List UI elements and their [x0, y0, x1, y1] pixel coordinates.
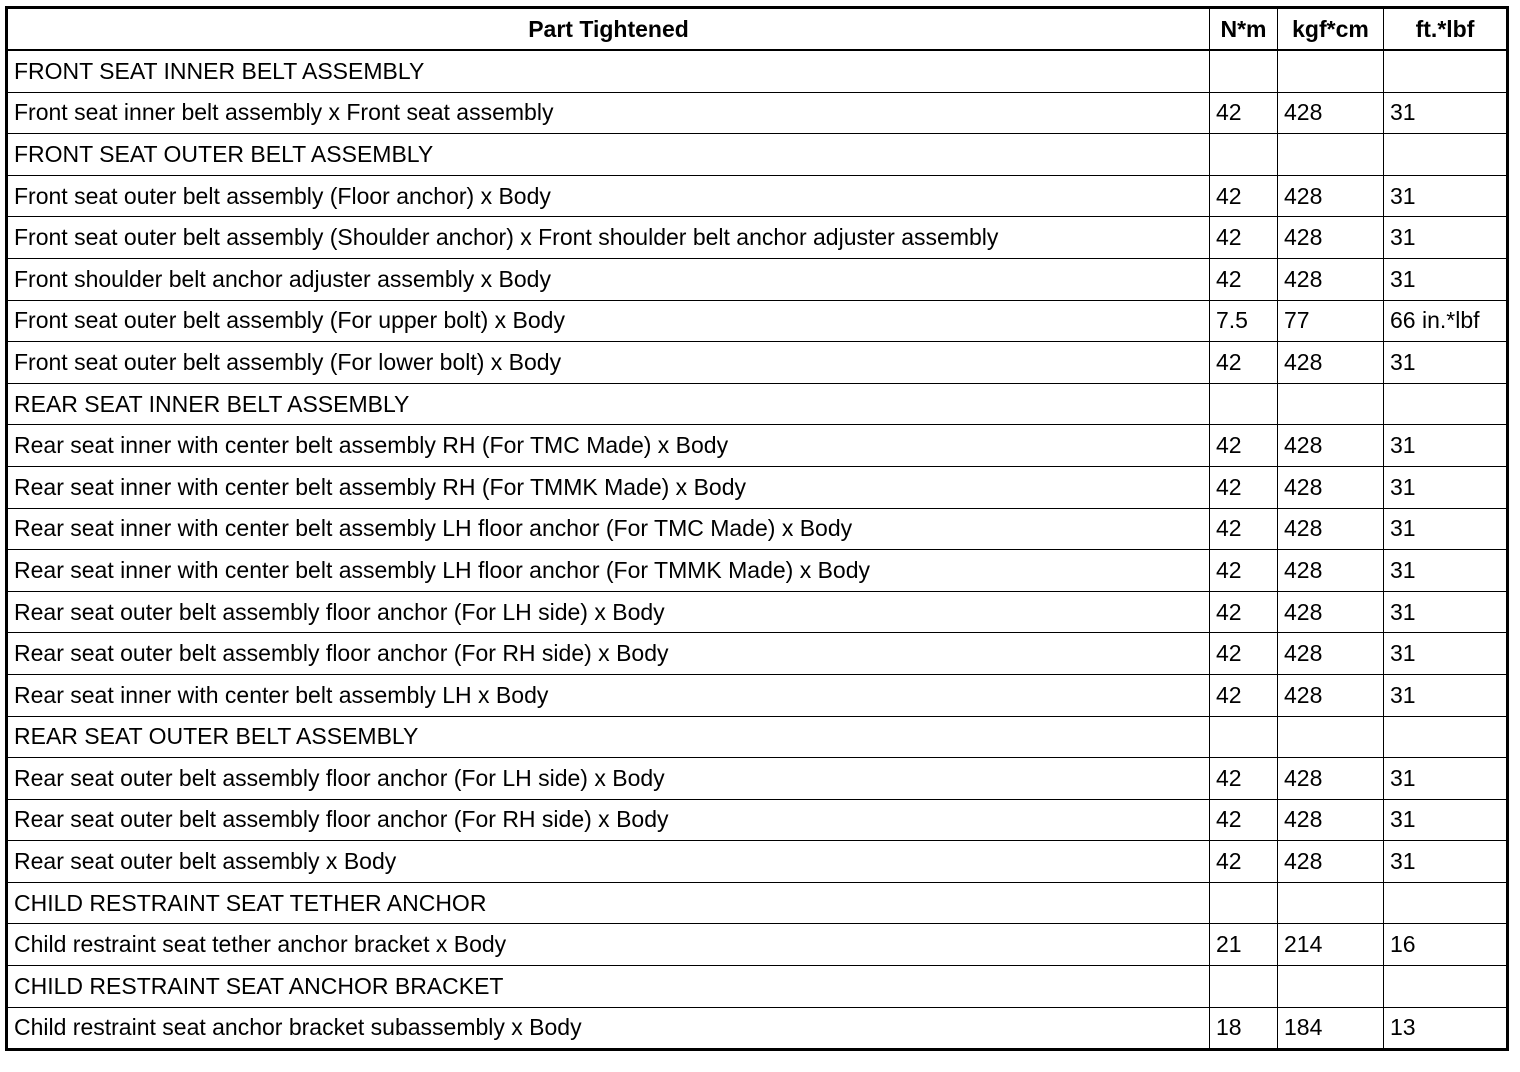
nm-cell: 42 — [1210, 633, 1278, 675]
kgf-cm-cell: 428 — [1278, 758, 1384, 800]
table-row — [7, 550, 1508, 592]
kgf-cm-cell — [1278, 966, 1384, 1008]
table-row — [7, 924, 1508, 966]
part-cell: REAR SEAT INNER BELT ASSEMBLY — [7, 383, 1210, 425]
part-cell: Rear seat inner with center belt assembly RH (For TMMK Made) x Body — [7, 466, 1210, 508]
table-row — [7, 134, 1508, 176]
part-cell: FRONT SEAT INNER BELT ASSEMBLY — [7, 50, 1210, 92]
kgf-cm-cell — [1278, 134, 1384, 176]
table-row — [7, 92, 1508, 134]
part-cell: Rear seat outer belt assembly floor anchor (For LH side) x Body — [7, 758, 1210, 800]
nm-cell: 42 — [1210, 674, 1278, 716]
ft-lbf-cell: 31 — [1384, 841, 1508, 883]
kgf-cm-cell: 428 — [1278, 175, 1384, 217]
part-cell: Rear seat inner with center belt assembly LH x Body — [7, 674, 1210, 716]
nm-cell — [1210, 882, 1278, 924]
part-cell: Front seat inner belt assembly x Front seat assembly — [7, 92, 1210, 134]
table-row — [7, 882, 1508, 924]
table-body — [7, 50, 1508, 1050]
nm-cell: 42 — [1210, 175, 1278, 217]
kgf-cm-cell: 428 — [1278, 258, 1384, 300]
nm-cell: 42 — [1210, 217, 1278, 259]
table-row — [7, 758, 1508, 800]
table-row — [7, 716, 1508, 758]
kgf-cm-cell — [1278, 50, 1384, 92]
kgf-cm-cell — [1278, 716, 1384, 758]
table-row — [7, 508, 1508, 550]
ft-lbf-cell: 31 — [1384, 674, 1508, 716]
kgf-cm-cell: 428 — [1278, 841, 1384, 883]
nm-cell: 42 — [1210, 258, 1278, 300]
nm-cell: 18 — [1210, 1007, 1278, 1050]
part-cell: Child restraint seat anchor bracket subassembly x Body — [7, 1007, 1210, 1050]
part-cell: Rear seat inner with center belt assembly LH floor anchor (For TMC Made) x Body — [7, 508, 1210, 550]
table-row — [7, 966, 1508, 1008]
table-row — [7, 342, 1508, 384]
kgf-cm-cell: 428 — [1278, 550, 1384, 592]
header-ft-lbf: ft.*lbf — [1384, 8, 1508, 51]
ft-lbf-cell: 31 — [1384, 508, 1508, 550]
kgf-cm-cell: 428 — [1278, 591, 1384, 633]
ft-lbf-cell — [1384, 966, 1508, 1008]
ft-lbf-cell: 31 — [1384, 799, 1508, 841]
table-row — [7, 175, 1508, 217]
nm-cell: 42 — [1210, 758, 1278, 800]
ft-lbf-cell: 31 — [1384, 758, 1508, 800]
table-row — [7, 841, 1508, 883]
kgf-cm-cell: 428 — [1278, 425, 1384, 467]
ft-lbf-cell: 31 — [1384, 258, 1508, 300]
header-kgf-cm: kgf*cm — [1278, 8, 1384, 51]
kgf-cm-cell: 428 — [1278, 633, 1384, 675]
ft-lbf-cell: 31 — [1384, 466, 1508, 508]
table-row — [7, 674, 1508, 716]
part-cell: Rear seat inner with center belt assembly LH floor anchor (For TMMK Made) x Body — [7, 550, 1210, 592]
ft-lbf-cell: 13 — [1384, 1007, 1508, 1050]
ft-lbf-cell: 16 — [1384, 924, 1508, 966]
table-row — [7, 50, 1508, 92]
table-row — [7, 425, 1508, 467]
header-row — [7, 8, 1508, 51]
table-row — [7, 591, 1508, 633]
part-cell: Front shoulder belt anchor adjuster assembly x Body — [7, 258, 1210, 300]
part-cell: Front seat outer belt assembly (For upper bolt) x Body — [7, 300, 1210, 342]
part-cell: Rear seat outer belt assembly floor anchor (For RH side) x Body — [7, 799, 1210, 841]
part-cell: Rear seat outer belt assembly floor anchor (For RH side) x Body — [7, 633, 1210, 675]
table-row — [7, 217, 1508, 259]
part-cell: Rear seat outer belt assembly x Body — [7, 841, 1210, 883]
nm-cell: 42 — [1210, 799, 1278, 841]
ft-lbf-cell — [1384, 882, 1508, 924]
part-cell: CHILD RESTRAINT SEAT TETHER ANCHOR — [7, 882, 1210, 924]
nm-cell — [1210, 134, 1278, 176]
table-row — [7, 799, 1508, 841]
table-row — [7, 466, 1508, 508]
kgf-cm-cell — [1278, 383, 1384, 425]
nm-cell — [1210, 966, 1278, 1008]
ft-lbf-cell — [1384, 134, 1508, 176]
nm-cell: 42 — [1210, 841, 1278, 883]
header-part-tightened: Part Tightened — [7, 8, 1210, 51]
part-cell: Front seat outer belt assembly (Floor anchor) x Body — [7, 175, 1210, 217]
nm-cell — [1210, 383, 1278, 425]
header-nm: N*m — [1210, 8, 1278, 51]
ft-lbf-cell — [1384, 383, 1508, 425]
ft-lbf-cell: 31 — [1384, 591, 1508, 633]
ft-lbf-cell: 31 — [1384, 550, 1508, 592]
table-row — [7, 1007, 1508, 1050]
part-cell: REAR SEAT OUTER BELT ASSEMBLY — [7, 716, 1210, 758]
ft-lbf-cell: 31 — [1384, 217, 1508, 259]
ft-lbf-cell: 31 — [1384, 92, 1508, 134]
part-cell: Front seat outer belt assembly (For lower bolt) x Body — [7, 342, 1210, 384]
nm-cell — [1210, 716, 1278, 758]
kgf-cm-cell — [1278, 882, 1384, 924]
nm-cell — [1210, 50, 1278, 92]
part-cell: Child restraint seat tether anchor bracket x Body — [7, 924, 1210, 966]
nm-cell: 42 — [1210, 508, 1278, 550]
ft-lbf-cell: 31 — [1384, 425, 1508, 467]
nm-cell: 42 — [1210, 591, 1278, 633]
table-row — [7, 383, 1508, 425]
kgf-cm-cell: 428 — [1278, 466, 1384, 508]
nm-cell: 42 — [1210, 425, 1278, 467]
ft-lbf-cell: 31 — [1384, 342, 1508, 384]
ft-lbf-cell: 31 — [1384, 175, 1508, 217]
nm-cell: 42 — [1210, 550, 1278, 592]
ft-lbf-cell — [1384, 50, 1508, 92]
part-cell: CHILD RESTRAINT SEAT ANCHOR BRACKET — [7, 966, 1210, 1008]
part-cell: Front seat outer belt assembly (Shoulder anchor) x Front shoulder belt anchor adjuster assembly — [7, 217, 1210, 259]
ft-lbf-cell: 66 in.*lbf — [1384, 300, 1508, 342]
kgf-cm-cell: 428 — [1278, 217, 1384, 259]
nm-cell: 7.5 — [1210, 300, 1278, 342]
table-row — [7, 300, 1508, 342]
ft-lbf-cell — [1384, 716, 1508, 758]
kgf-cm-cell: 428 — [1278, 342, 1384, 384]
kgf-cm-cell: 77 — [1278, 300, 1384, 342]
torque-specification-table — [5, 6, 1509, 1051]
kgf-cm-cell: 184 — [1278, 1007, 1384, 1050]
table-row — [7, 633, 1508, 675]
nm-cell: 42 — [1210, 342, 1278, 384]
kgf-cm-cell: 428 — [1278, 508, 1384, 550]
kgf-cm-cell: 428 — [1278, 92, 1384, 134]
kgf-cm-cell: 214 — [1278, 924, 1384, 966]
kgf-cm-cell: 428 — [1278, 799, 1384, 841]
nm-cell: 42 — [1210, 92, 1278, 134]
part-cell: FRONT SEAT OUTER BELT ASSEMBLY — [7, 134, 1210, 176]
nm-cell: 21 — [1210, 924, 1278, 966]
table-row — [7, 258, 1508, 300]
part-cell: Rear seat outer belt assembly floor anchor (For LH side) x Body — [7, 591, 1210, 633]
kgf-cm-cell: 428 — [1278, 674, 1384, 716]
part-cell: Rear seat inner with center belt assembly RH (For TMC Made) x Body — [7, 425, 1210, 467]
nm-cell: 42 — [1210, 466, 1278, 508]
ft-lbf-cell: 31 — [1384, 633, 1508, 675]
